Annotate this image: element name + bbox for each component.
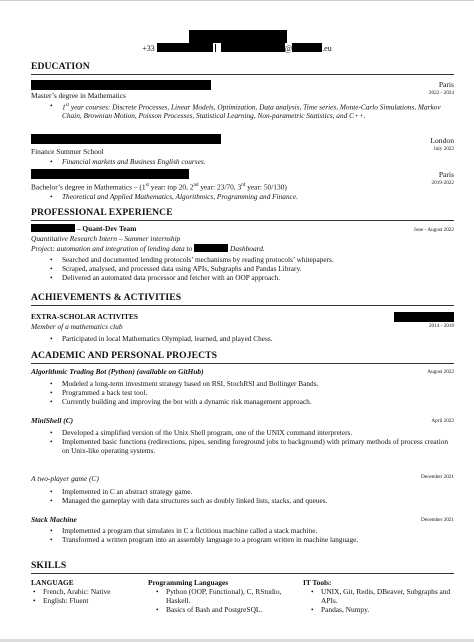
- redacted-club-location: [394, 312, 454, 322]
- exp-company-team: – Quant-Dev Team: [31, 224, 454, 233]
- list-item: • Python (OOP, Functional), C, RStudio, Haskell.: [154, 587, 298, 605]
- skills-programming: [148, 578, 298, 614]
- project-2-date: April 2022: [431, 418, 454, 424]
- project-1-title: Algorithmic Trading Bot (Python) (available on GitHub): [31, 367, 204, 376]
- project-1-date: August 2022: [427, 369, 454, 375]
- section-title-skills: SKILLS: [31, 560, 67, 571]
- edu-2-date: July 2022: [433, 146, 454, 152]
- list-item: • Basics of Bash and PostgreSQL.: [154, 605, 298, 614]
- page-top-border: [0, 0, 474, 1]
- project-4-date: December 2021: [421, 517, 454, 523]
- edu-2-degree: Finance Summer School: [31, 147, 104, 156]
- list-item: • Modeled a long-term investment strategy based on RSI, StochRSI and Bollinger Bands.: [50, 379, 450, 388]
- ach-date: 2014 - 2018: [428, 323, 454, 329]
- redacted-name: [189, 30, 287, 43]
- redacted-school-1: [31, 80, 211, 90]
- list-item: • Implemented in C an abstract strategy game.: [50, 487, 450, 496]
- skills-language-head: LANGUAGE: [31, 578, 74, 587]
- section-title-experience: PROFESSIONAL EXPERIENCE: [31, 207, 173, 218]
- ach-bullets: [50, 334, 450, 343]
- section-rule: [31, 74, 454, 75]
- list-item: • Currently building and improving the bot with a dynamic risk management approach.: [50, 397, 450, 406]
- edu-1-city: Paris: [438, 80, 454, 89]
- section-title-projects: ACADEMIC AND PERSONAL PROJECTS: [31, 350, 218, 361]
- section-title-achievements: ACHIEVEMENTS & ACTIVITIES: [31, 292, 182, 303]
- project-4-title: Stack Machine: [31, 515, 77, 524]
- project-4-bullets: [50, 526, 450, 544]
- exp-bullets: [50, 255, 450, 282]
- list-item: • Financial markets and Business English courses.: [50, 157, 450, 166]
- redacted-dashboard-name: [194, 244, 228, 252]
- project-1-bullets: [50, 379, 450, 406]
- contact-separator: [215, 44, 219, 52]
- project-2-bullets: [50, 428, 450, 455]
- edu-2-bullets: [50, 157, 450, 166]
- list-item: • Implemented basic functions (redirections, pipes, sending foreground jobs to background) with primary methods of process creation on Unix-like operating systems.: [50, 437, 450, 455]
- list-item: • Transformed a written program into an assembly language to a program written in machine language.: [50, 535, 450, 544]
- list-item: • UNIX, Git, Redis, DBeaver, Subgraphs and APIs.: [309, 587, 453, 605]
- list-item: • Managed the gameplay with data structures such as doubly linked lists, stacks, and queues.: [50, 496, 450, 505]
- skills-language: [31, 578, 141, 605]
- edu-1-date: 2022 - 2024: [428, 90, 454, 96]
- section-title-education: EDUCATION: [31, 61, 90, 72]
- edu-3-city: Paris: [438, 170, 454, 179]
- redacted-company: [31, 224, 75, 232]
- ach-subtitle: Member of a mathematics club: [31, 322, 123, 331]
- list-item: • Scraped, analysed, and processed data using APIs, Subgraphs and Pandas Library.: [50, 264, 450, 273]
- phone-prefix: +33: [142, 44, 155, 53]
- ach-title: EXTRA-SCHOLAR ACTIVITES: [31, 312, 138, 321]
- list-item: • Searched and documented lending protocols’ mechanisms by reading protocols’ whitepapers.: [50, 255, 450, 264]
- redacted-email-user: [221, 43, 285, 52]
- exp-role: Quantitative Research Intern – Summer internship: [31, 234, 181, 243]
- redacted-school-2: [31, 134, 221, 144]
- redacted-phone: [157, 43, 213, 52]
- skills-programming-head: Programming Languages: [148, 578, 229, 587]
- edu-2-city: London: [430, 136, 454, 145]
- project-3-date: December 2021: [421, 474, 454, 480]
- redacted-school-3: [31, 169, 189, 179]
- section-rule: [31, 573, 454, 574]
- list-item: • 1st year courses: Discrete Processes, Linear Models, Optimization, Data analysis, Time series, Monte-Carlo Simulations, Markov Chain, Brownian Motion, Poisson Processes, Statistical Learning, Non-parametric Statistics, and C++.: [50, 101, 450, 120]
- project-2-title: MiniShell (C): [31, 416, 74, 425]
- section-rule: [31, 305, 454, 306]
- email-suffix: .eu: [322, 44, 332, 53]
- list-item: • Theoretical and Applied Mathematics, Algorithmics, Programming and Finance.: [50, 192, 450, 201]
- email-at: @: [284, 44, 293, 53]
- edu-1-bullets: [50, 101, 450, 120]
- list-item: • Participated in local Mathematics Olympiad, learned, and played Chess.: [50, 334, 450, 343]
- skills-it-head: IT Tools:: [303, 578, 332, 587]
- edu-3-bullets: [50, 192, 450, 201]
- exp-project: Project: automation and integration of lending data to Dashboard.: [31, 244, 265, 253]
- list-item: • Developed a simplified version of the Unix Shell program, one of the UNIX command interpreters.: [50, 428, 450, 437]
- list-item: • English: Fluent: [31, 596, 141, 605]
- list-item: • French, Arabic: Native: [31, 587, 141, 596]
- contact-line: [0, 43, 474, 54]
- skills-it-tools: [303, 578, 453, 614]
- edu-3-date: 2019-2022: [431, 180, 454, 186]
- section-rule: [31, 363, 454, 364]
- list-item: • Pandas, Numpy.: [309, 605, 453, 614]
- exp-date: June - August 2022: [413, 227, 454, 233]
- project-3-bullets: [50, 487, 450, 505]
- list-item: • Programmed a back test tool.: [50, 388, 450, 397]
- edu-3-degree: Bachelor’s degree in Mathematics – (1st year: top 20, 2nd year: 23/70, 3rd year: 50/130): [31, 182, 287, 192]
- redacted-email-domain: [292, 43, 322, 52]
- list-item: • Implemented a program that simulates in C a fictitious machine called a stack machine.: [50, 526, 450, 535]
- edu-1-degree: Master’s degree in Mathematics: [31, 91, 126, 100]
- section-rule: [31, 220, 454, 221]
- list-item: • Delivered an automated data processor and fetcher with an OOP approach.: [50, 273, 450, 282]
- project-3-title: A two-player game (C): [31, 474, 99, 483]
